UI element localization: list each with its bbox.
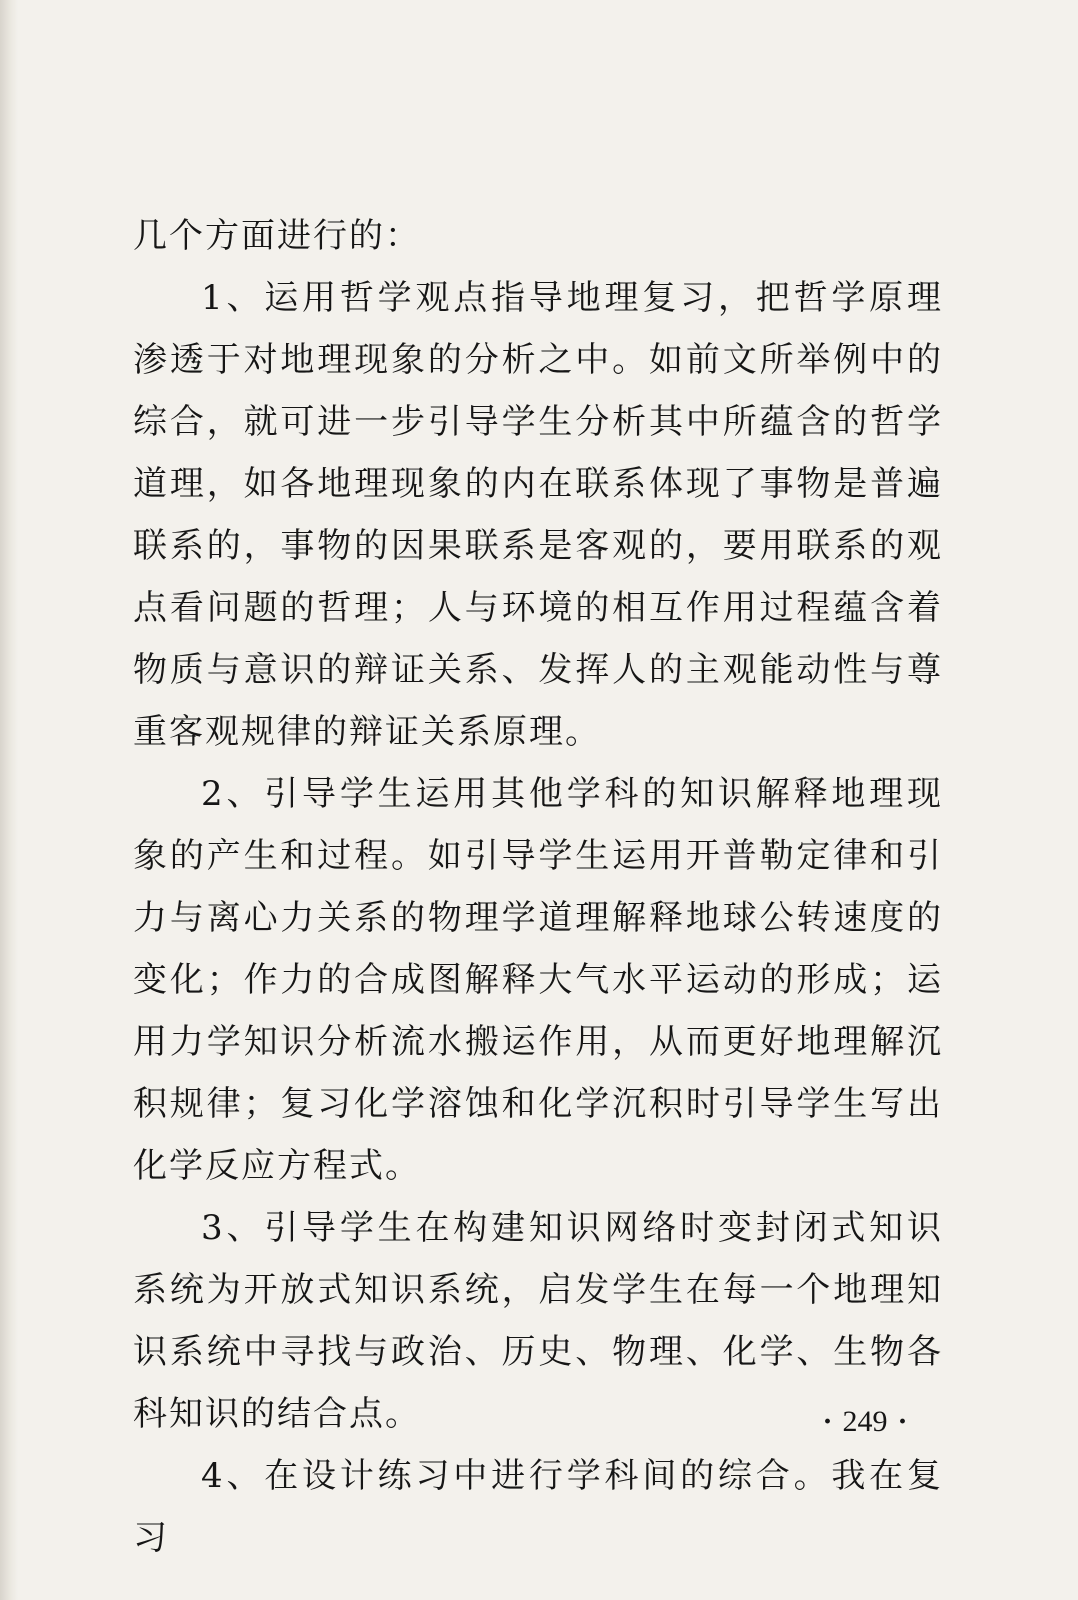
binding-edge — [0, 0, 18, 1600]
page-number-dot-right: · — [897, 1405, 908, 1438]
paragraph-point-2: 2、引导学生运用其他学科的知识解释地理现象的产生和过程。如引导学生运用开普勒定律和引力与离心力关系的物理学道理解释地球公转速度的变化；作力的合成图解释大气水平运动的形成；运用力学知识分析流水搬运作用，从而更好地理解沉积规律；复习化学溶蚀和化学沉积时引导学生写出化学反应方程式。 — [133, 774, 943, 1186]
page-number — [790, 1402, 940, 1442]
paragraph-point-3: 3、引导学生在构建知识网络时变封闭式知识系统为开放式知识系统，启发学生在每一个地理知识系统中寻找与政治、历史、物理、化学、生物各科知识的结合点。 — [133, 1208, 943, 1434]
page-number-dot-left: · — [822, 1405, 833, 1438]
paragraph-intro: 几个方面进行的： — [133, 216, 421, 256]
paragraph-point-4: 4、在设计练习中进行学科间的综合。我在复习 — [133, 1456, 943, 1558]
page-number-value: 249 — [842, 1405, 888, 1438]
body-text — [133, 205, 943, 1569]
paragraph-point-1: 1、运用哲学观点指导地理复习，把哲学原理渗透于对地理现象的分析之中。如前文所举例中的综合，就可进一步引导学生分析其中所蕴含的哲学道理，如各地理现象的内在联系体现了事物是普遍联系的，事物的因果联系是客观的，要用联系的观点看问题的哲理；人与环境的相互作用过程蕴含着物质与意识的辩证关系、发挥人的主观能动性与尊重客观规律的辩证关系原理。 — [133, 278, 943, 752]
